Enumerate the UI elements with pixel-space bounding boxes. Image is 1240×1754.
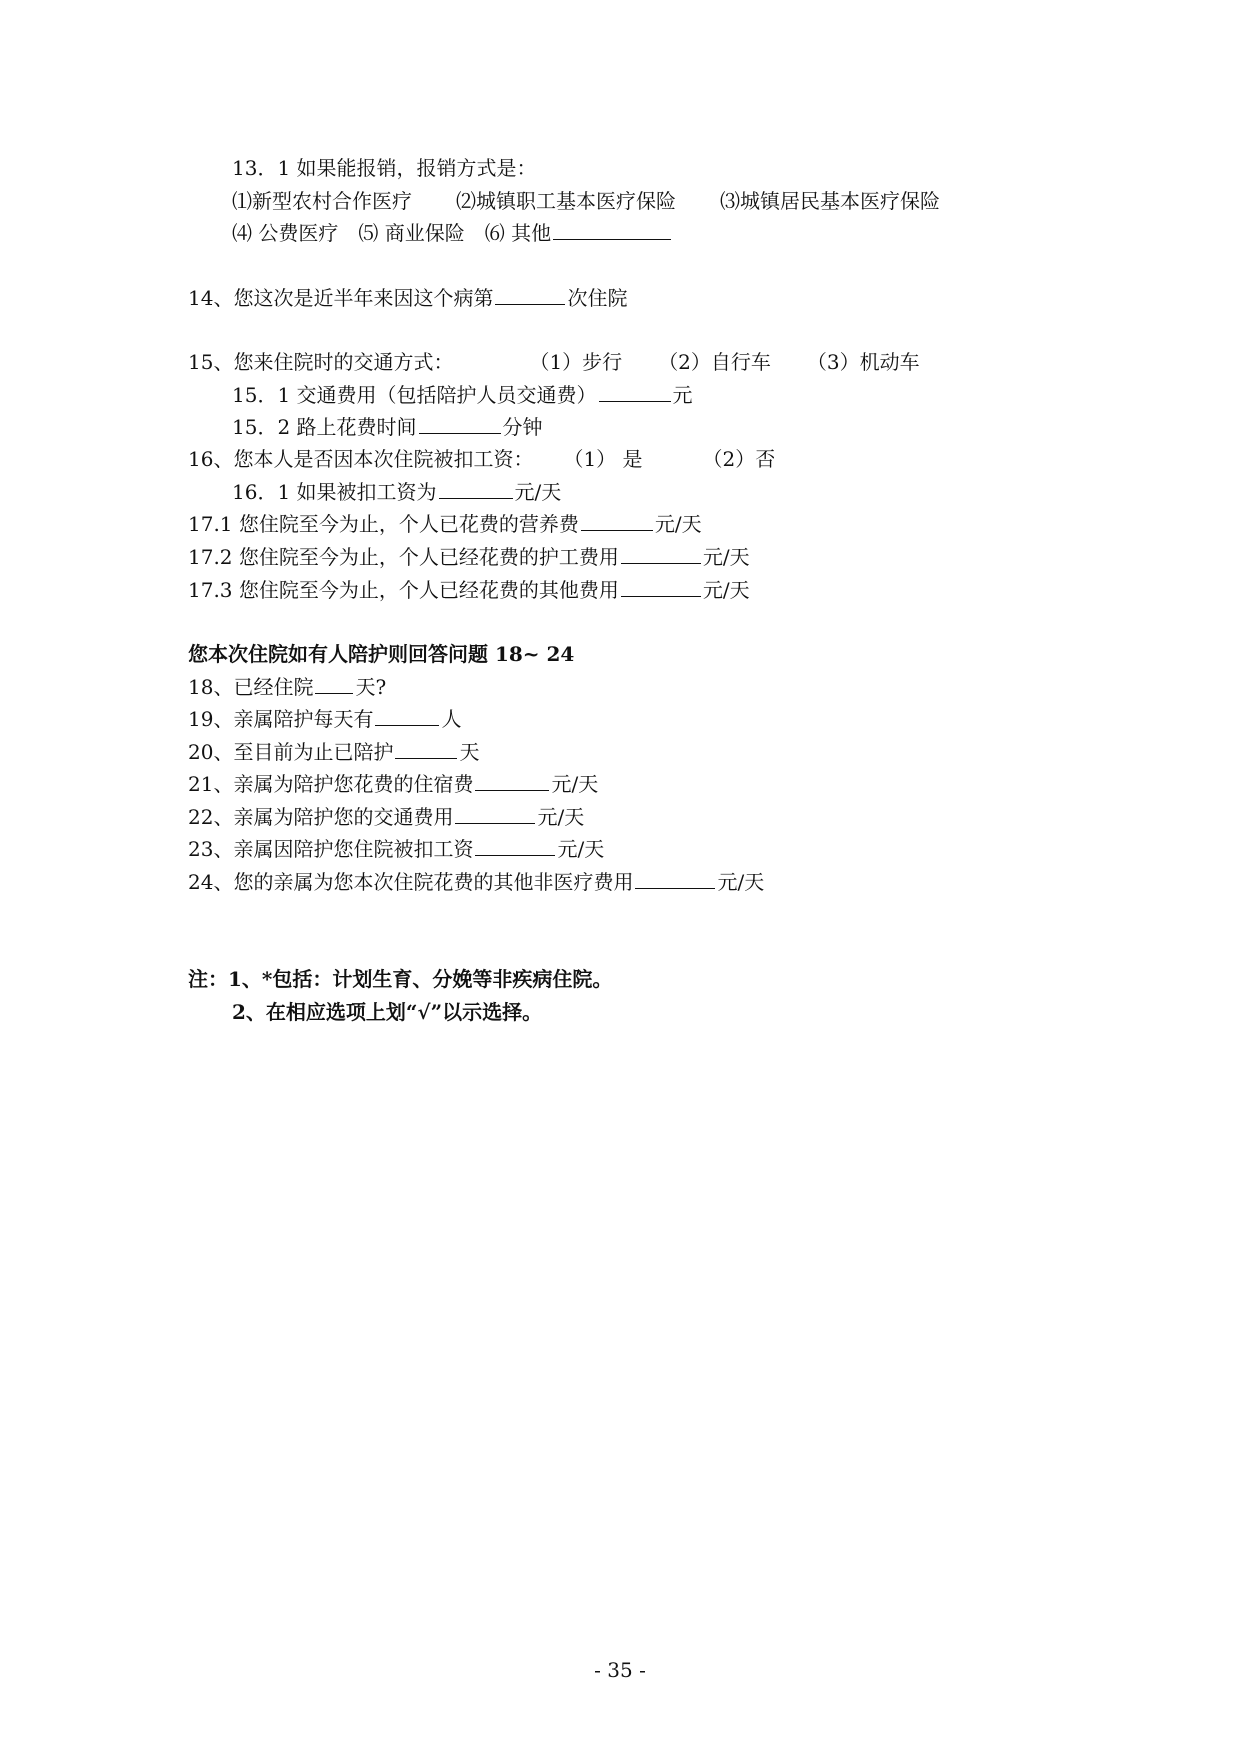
page-number: - 35 - [594, 1658, 646, 1682]
q15-1-suffix: 元 [672, 383, 693, 407]
option-rural-cooperative[interactable]: ⑴新型农村合作医疗 [232, 189, 412, 213]
option-commercial-insurance[interactable]: ⑸ 商业保险 [358, 221, 465, 245]
q15-1 [232, 382, 693, 408]
q19-blank[interactable] [375, 707, 439, 726]
q18 [188, 674, 386, 700]
q17-1-blank[interactable] [581, 512, 653, 531]
q14 [188, 285, 627, 311]
q15-2-suffix: 分钟 [502, 415, 543, 439]
q17-3-suffix: 元/天 [702, 578, 750, 602]
q24 [188, 869, 764, 895]
q14-suffix: 次住院 [567, 286, 628, 310]
q22 [188, 804, 584, 830]
option-motor-vehicle[interactable]: （3）机动车 [806, 350, 920, 374]
q13-1-heading: 13．1 如果能报销，报销方式是： [232, 156, 537, 180]
q21-label: 21、亲属为陪护您花费的住宿费 [188, 772, 474, 796]
q22-suffix: 元/天 [537, 805, 585, 829]
q13-1-options-row2 [232, 220, 673, 246]
q14-blank[interactable] [495, 286, 565, 305]
q17-3-label: 17.3 您住院至今为止，个人已经花费的其他费用 [188, 578, 619, 602]
q23-suffix: 元/天 [557, 837, 605, 861]
q16 [188, 446, 775, 472]
q17-2 [188, 544, 750, 570]
q19 [188, 706, 461, 732]
q18-label: 18、已经住院 [188, 675, 314, 699]
q17-2-blank[interactable] [621, 545, 701, 564]
q18-blank[interactable] [315, 675, 353, 694]
q21 [188, 771, 598, 797]
section-heading: 您本次住院如有人陪护则回答问题 18~ 24 [188, 642, 575, 666]
q17-3 [188, 577, 750, 603]
q20 [188, 739, 479, 765]
option-urban-employee-insurance[interactable]: ⑵城镇职工基本医疗保险 [456, 189, 676, 213]
option-other[interactable]: ⑹ 其他 [484, 221, 552, 245]
q16-label: 16、您本人是否因本次住院被扣工资： [188, 447, 534, 471]
q21-suffix: 元/天 [551, 772, 599, 796]
q20-blank[interactable] [395, 740, 457, 759]
q16-1-blank[interactable] [439, 480, 513, 499]
q13-1-options-row1 [232, 188, 940, 214]
q17-1-label: 17.1 您住院至今为止，个人已花费的营养费 [188, 512, 579, 536]
note-1: 注：1、*包括：计划生育、分娩等非疾病住院。 [188, 967, 613, 991]
q23 [188, 836, 604, 862]
note-2: 2、在相应选项上划“√”以示选择。 [232, 1000, 543, 1024]
q21-blank[interactable] [475, 772, 549, 791]
q17-2-label: 17.2 您住院至今为止，个人已经花费的护工费用 [188, 545, 619, 569]
q16-1-label: 16．1 如果被扣工资为 [232, 480, 437, 504]
q17-1-suffix: 元/天 [654, 512, 702, 536]
option-yes[interactable]: （1） 是 [563, 447, 643, 471]
q24-suffix: 元/天 [717, 870, 765, 894]
q18-suffix: 天? [355, 675, 387, 699]
q16-1-suffix: 元/天 [514, 480, 562, 504]
option-bicycle[interactable]: （2）自行车 [658, 350, 771, 374]
q23-blank[interactable] [475, 837, 555, 856]
q24-label: 24、您的亲属为您本次住院花费的其他非医疗费用 [188, 870, 634, 894]
q16-1 [232, 479, 561, 505]
q15-2-label: 15．2 路上花费时间 [232, 415, 417, 439]
q15-2 [232, 414, 543, 440]
option-urban-resident-insurance[interactable]: ⑶城镇居民基本医疗保险 [720, 189, 940, 213]
q19-label: 19、亲属陪护每天有 [188, 707, 374, 731]
q15-2-blank[interactable] [419, 415, 501, 434]
q15-label: 15、您来住院时的交通方式： [188, 350, 454, 374]
q14-label: 14、您这次是近半年来因这个病第 [188, 286, 494, 310]
q17-2-suffix: 元/天 [702, 545, 750, 569]
option-no[interactable]: （2）否 [702, 447, 776, 471]
q15-1-label: 15．1 交通费用（包括陪护人员交通费） [232, 383, 597, 407]
q22-label: 22、亲属为陪护您的交通费用 [188, 805, 454, 829]
option-walk[interactable]: （1）步行 [529, 350, 623, 374]
q20-suffix: 天 [459, 740, 480, 764]
other-blank[interactable] [553, 221, 671, 240]
q17-3-blank[interactable] [621, 578, 701, 597]
q15-1-blank[interactable] [599, 383, 671, 402]
q23-label: 23、亲属因陪护您住院被扣工资 [188, 837, 474, 861]
q24-blank[interactable] [635, 870, 715, 889]
q22-blank[interactable] [455, 805, 535, 824]
q15 [188, 349, 920, 375]
option-public-medical[interactable]: ⑷ 公费医疗 [232, 221, 339, 245]
q20-label: 20、至目前为止已陪护 [188, 740, 394, 764]
q19-suffix: 人 [441, 707, 462, 731]
q17-1 [188, 511, 702, 537]
